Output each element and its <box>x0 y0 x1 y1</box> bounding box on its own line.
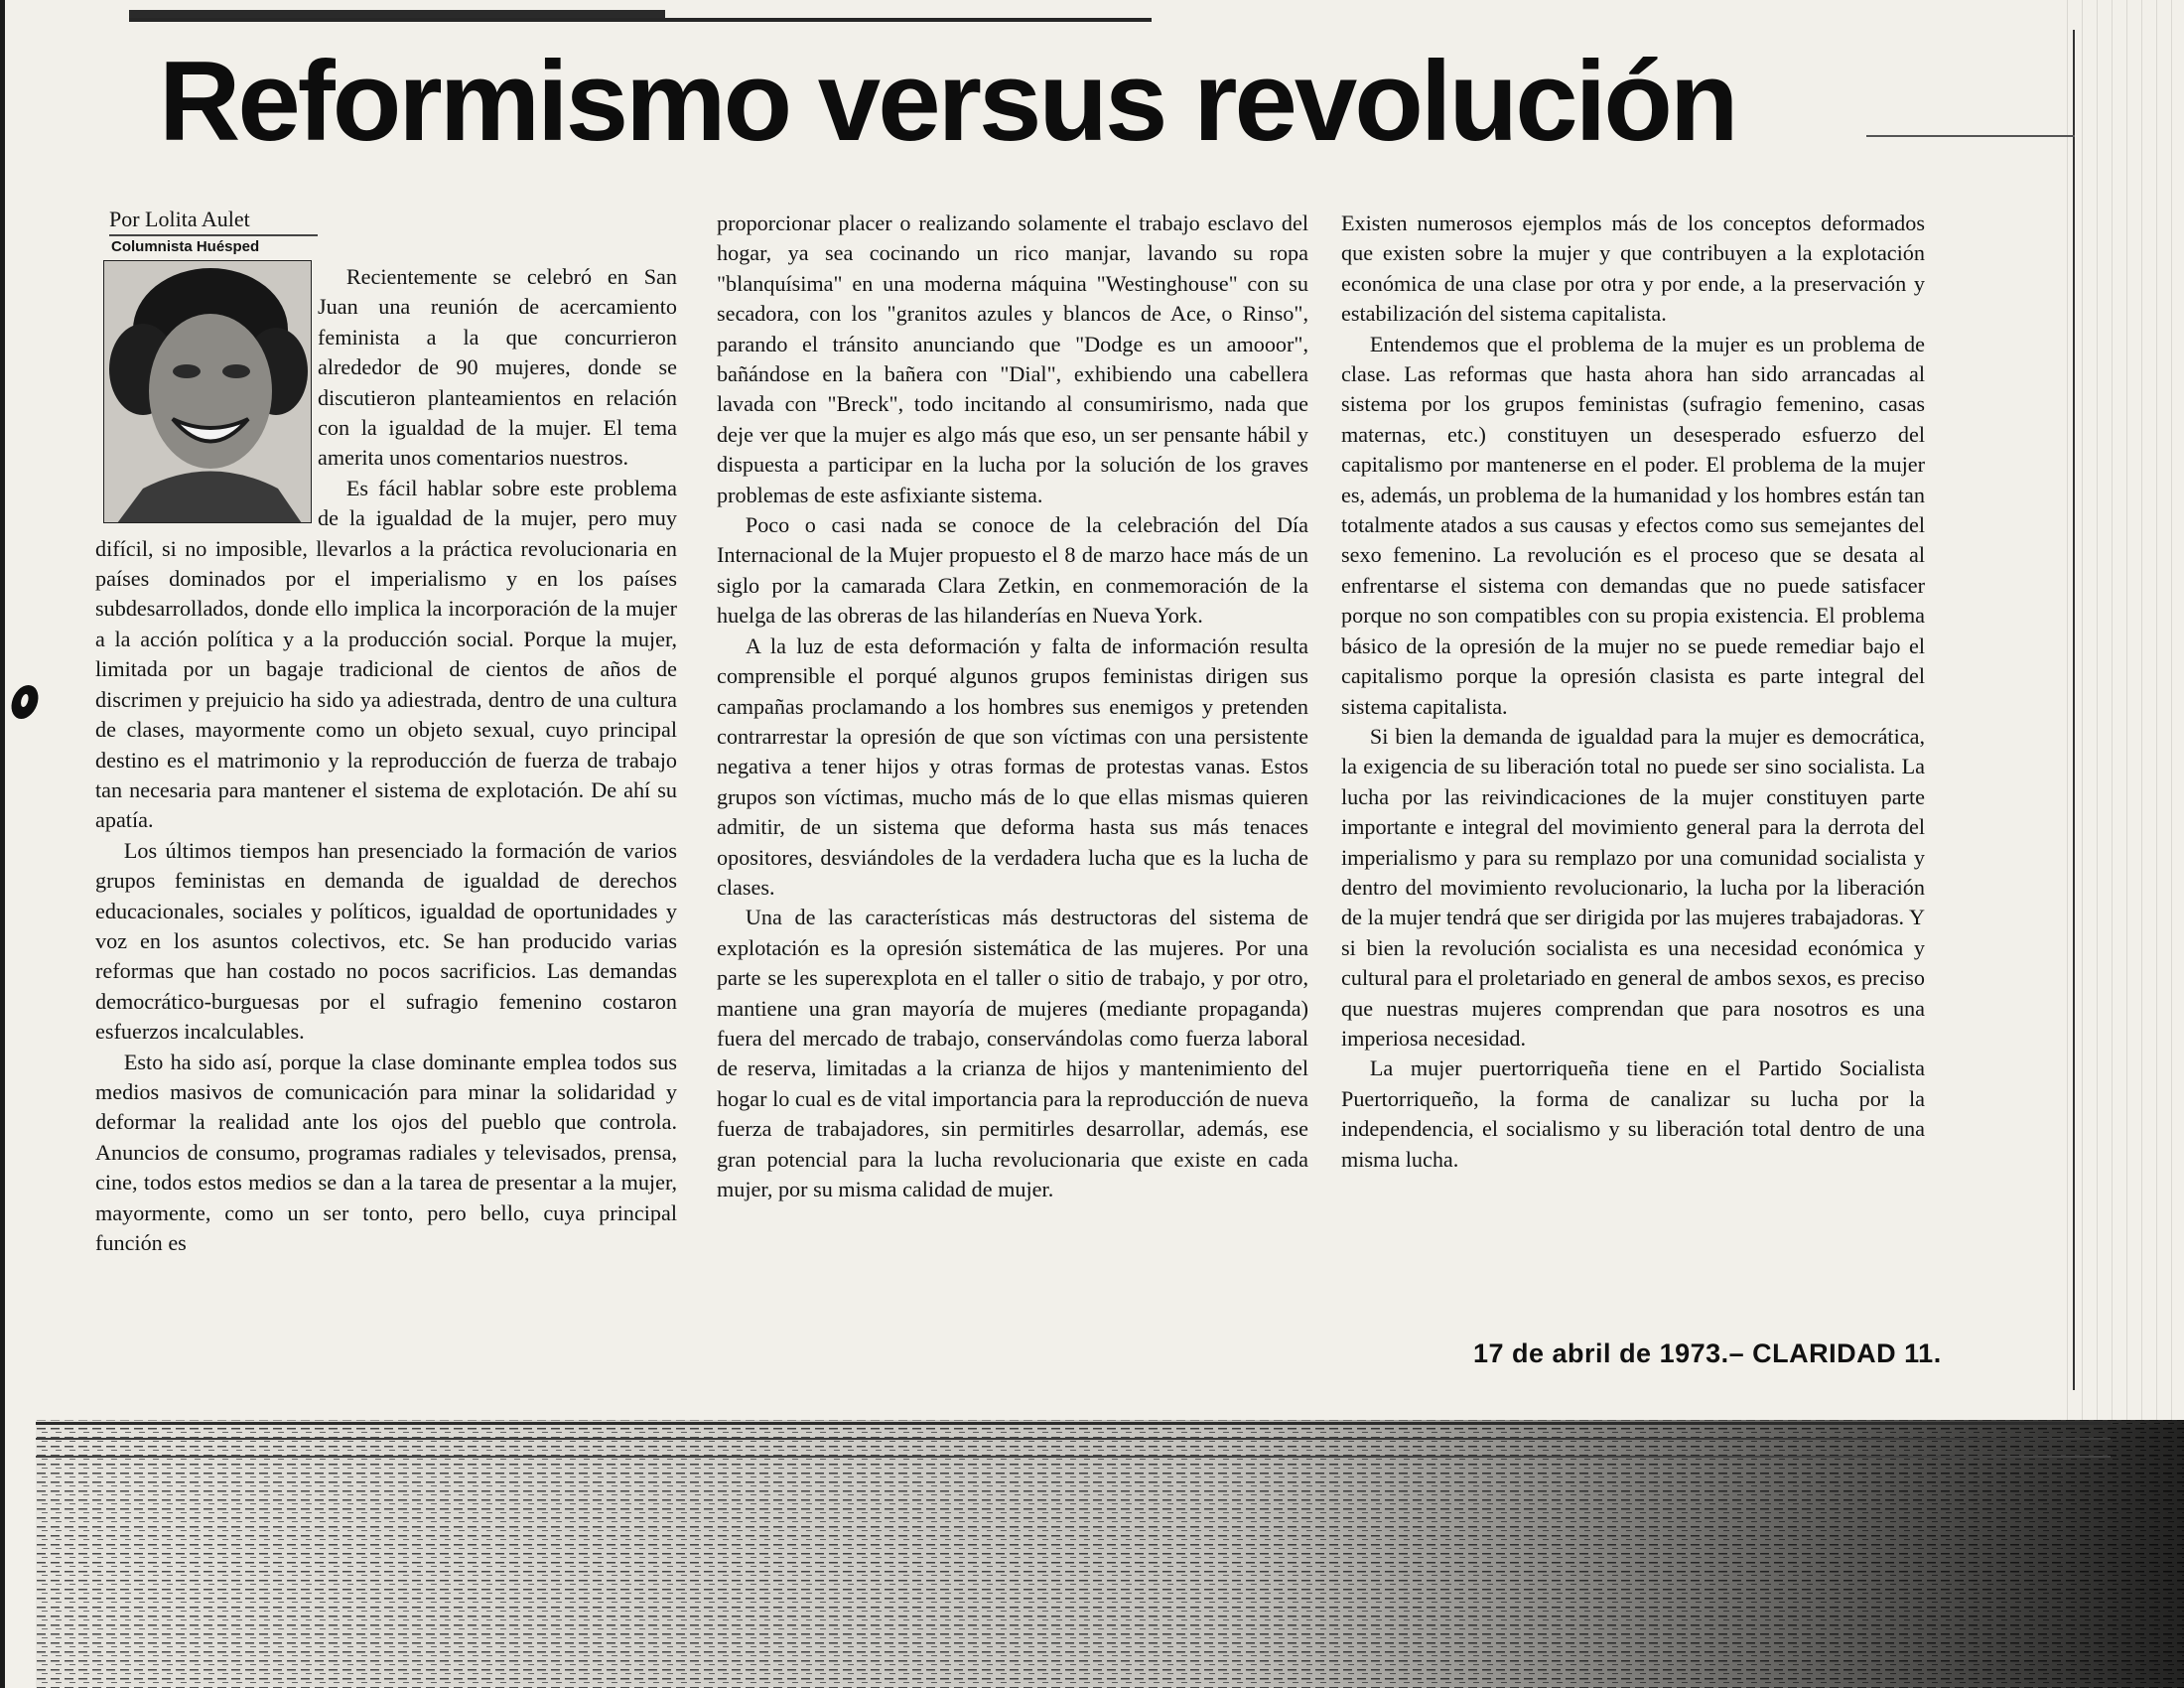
col2-paragraph-3: A la luz de esta deformación y falta de información resulta comprensible el porqué algunos grupos feministas dirigen sus campañas proclamando a los hombres sus enemigos y pretenden contrarrestar la opresión de que son víctimas con una persistente negativa a tener hijos y otras formas de protestas vanas. Estos grupos son víctimas, mucho más de lo que ellas mismas quieren admitir, de un sistema que deforma hasta sus más tenaces opositores, desviándoles de la verdadera lucha que es la lucha de clases. <box>717 633 1308 900</box>
col1-paragraph-3: Los últimos tiempos han presenciado la formación de varios grupos feministas en demanda de igualdad de derechos educacionales, sociales y políticos, igualdad de oportunidades y voz en los asuntos colectivos, etc. Se han producido varias reformas que han costado no pocos sacrificios. Las demandas democrático-burguesas por el sufragio femenino costaron esfuerzos incalculables. <box>95 837 677 1045</box>
top-rule <box>129 18 1152 22</box>
col1-paragraph-4: Esto ha sido así, porque la clase dominante emplea todos sus medios masivos de comunicación para minar la solidaridad y deformar la realidad ante los ojos del pueblo que controla. Anuncios de consumo, programas radiales y televisados, prensa, cine, todos estos medios se dan a la tarea de presentar a la mujer, mayormente, como un ser tonto, pero bello, cuya principal función es <box>95 1049 677 1255</box>
col3-paragraph-4: La mujer puertorriqueña tiene en el Partido Socialista Puertorriqueño, la forma de canalizar su lucha por la independencia, el socialismo y su liberación total dentro de una misma lucha. <box>1341 1055 1925 1172</box>
left-border <box>0 0 5 1688</box>
col3-paragraph-2: Entendemos que el problema de la mujer es un problema de clase. Las reformas que hasta ahora han sido arrancadas al sistema por los grupos feministas (sufragio femenino, casas maternas, etc.) constituyen un desesperado esfuerzo del capitalismo por mantenerse en el poder. El problema de la mujer es, además, un problema de la humanidad y los hombres están tan totalmente atados a sus causas y efectos como sus semejantes del sexo femenino. La revolución es el proceso que se desata al enfrentarse el sistema con demandas que no puede satisfacer porque no son compatibles con su propia existencia. El problema básico de la opresión de la mujer no se puede remediar bajo el capitalismo porque la opresión clasista es parte integral del sistema capitalista. <box>1341 331 1925 719</box>
scan-noise-band <box>36 1390 2184 1688</box>
page-footer: 17 de abril de 1973.– CLARIDAD 11. <box>1473 1338 1942 1368</box>
article-column-3 <box>1341 209 1925 1175</box>
col1-paragraph-1: Recientemente se celebró en San Juan una reunión de acercamiento feminista a la que concurrieron alrededor de 90 mujeres, donde se discutieron planteamientos en relación con la igualdad de la mujer. El tema amerita unos comentarios nuestros. <box>318 264 677 471</box>
col3-paragraph-3: Si bien la demanda de igualdad para la mujer es democrática, la exigencia de su liberación total no puede ser sino socialista. La lucha por las reivindicaciones de la mujer constituyen parte importante e integral del movimiento general para la derrota del imperialismo y para su remplazo por una comunidad socialista y dentro del movimiento revolucionario, la lucha por la liberación de la mujer tendrá que ser dirigida por las mujeres trabajadoras. Y si bien la revolución socialista es una necesidad económica y cultural para el proletariado en general de ambos sexos, es preciso que nuestras mujeres comprendan que para nosotros es una imperiosa necesidad. <box>1341 723 1925 1051</box>
article-column-2 <box>717 209 1308 1204</box>
margin-mark-icon <box>8 685 41 719</box>
col1-paragraph-2: Es fácil hablar sobre este problema de la igualdad de la mujer, pero muy difícil, si no imposible, llevarlos a la práctica revolucionaria en países dominados por el imperialismo y en los países subdesarrollados, donde ello implica la incorporación de la mujer a la acción política y a la producción social. Porque la mujer, limitada por un bagaje tradicional de cientos de años de discrimen y prejuicio ha sido ya adiestrada, dentro de una cultura de clases, mayormente como un objeto sexual, cuyo principal destino es el matrimonio y la reproducción de fuerza de trabajo tan necesaria para mantener el sistema de explotación. De ahí su apatía. <box>95 475 677 833</box>
col3-paragraph-1: Existen numerosos ejemplos más de los conceptos deformados que existen sobre la mujer y que contribuyen a la explotación económica de una clase por otra y por ende, a la preservación y estabilización del sistema capitalista. <box>1341 211 1925 327</box>
right-column-rule <box>2073 30 2075 1390</box>
headline: Reformismo versus revolución <box>159 39 1736 165</box>
byline-role: Columnista Huésped <box>111 238 260 255</box>
headline-rule <box>1866 135 2075 137</box>
col2-paragraph-4: Una de las características más destructoras del sistema de explotación es la opresión sistemática de las mujeres. Por una parte se les superexplota en el taller o sitio de trabajo, y por otro, mantiene una gran mayoría de mujeres (mediante propaganda) fuera del mercado de trabajo, conservándolas como fuerza laboral de reserva, limitadas a la crianza de hijos y mantenimiento del hogar lo cual es de vital importancia para la reproducción de nueva fuerza de trabajadores, sin permitirles desarrollar, además, ese gran potencial para la lucha revolucionaria que existe en cada mujer, por su misma calidad de mujer. <box>717 905 1308 1201</box>
article-column-1 <box>95 199 677 1258</box>
photo-wrap-spacer <box>95 199 318 526</box>
byline: Por Lolita Aulet <box>109 207 318 236</box>
col2-paragraph-1: proporcionar placer o realizando solamente el trabajo esclavo del hogar, ya sea cocinando un rico manjar, lavando su ropa "blanquísima" en una moderna máquina "Westinghouse" con su secadora, con los "granitos azules y blancos de Ace, o Rinso", parando el tránsito anunciando que "Dodge es un amooor", bañándose en la bañera con "Dial", exhibiendo una cabellera lavada con "Breck", todo incitando al consumirismo, nada que deje ver que la mujer es algo más que eso, un ser pensante hábil y dispuesta a participar en la lucha por la solución de los graves problemas de este asfixiante sistema. <box>717 211 1308 507</box>
col2-paragraph-2: Poco o casi nada se conoce de la celebración del Día Internacional de la Mujer propuesto el 8 de marzo hace más de un siglo por la camarada Clara Zetkin, en conmemoración de la huelga de las obreras de las hilanderías en Nueva York. <box>717 512 1308 629</box>
